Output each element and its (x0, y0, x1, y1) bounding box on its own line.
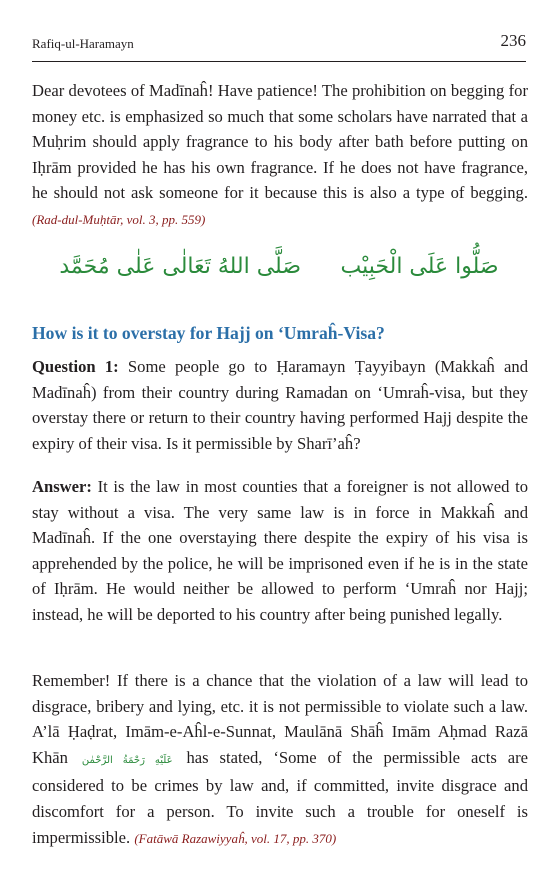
question-paragraph (32, 354, 528, 456)
paragraph-patience (32, 78, 528, 233)
honorific-glyph: عَلَيْهِ رَحْمَةُ الرَّحْمٰن (81, 754, 173, 766)
answer-paragraph (32, 474, 528, 628)
durood-part-1: صَلُّوا عَلَى الْحَبِيْب (340, 254, 499, 279)
question-label: Question 1: (32, 357, 119, 376)
reference-citation-2: (Fatāwā Razawiyyaĥ, vol. 17, pp. 370) (134, 830, 337, 846)
remember-paragraph (32, 668, 528, 851)
answer-text: It is the law in most counties that a foreigner is not allowed to stay without a visa. The very same law is in force in Makkaĥ and Madīnaĥ. If the one overstaying there despite the expiry of his visa is apprehended by the police, he will be imprisoned even if he is in the state of Iḥrām. He would neither be allowed to perform ‘Umraĥ nor Hajj; instead, he will be deported to his country after being punished legally. (32, 477, 528, 624)
section-heading: How is it to overstay for Hajj on ‘Umraĥ-Visa? (32, 323, 385, 343)
paragraph-text: Dear devotees of Madīnaĥ! Have patience! The prohibition on begging for money etc. is emphasized so much that some scholars have narrated that a Muḥrim should apply fragrance to his body after bath before putting on Iḥrām provided he has his own fragrance. If he does not have fragrance, he should not ask someone for it because this is also a type of begging. (32, 81, 528, 203)
page-header (32, 30, 526, 56)
remember-text-after: has stated, ‘Some of the permissible acts are considered to be crimes by law and, if committed, invite disgrace and discomfort for a person. To invite such a trouble for oneself is impermissible. (32, 747, 528, 847)
answer-label: Answer: (32, 477, 92, 496)
book-title: Rafiq-ul-Haramayn (32, 36, 134, 51)
durood-part-2: صَلَّى اللهُ تَعَالٰى عَلٰى مُحَمَّد (59, 254, 302, 279)
durood-line (0, 254, 558, 279)
question-text: Some people go to Ḥaramayn Ṭayyibayn (Makkaĥ and Madīnaĥ) from their country during Ramadan on ‘Umraĥ-visa, but they overstay there or return to their country having performed Hajj despite the expiry of their visa. Is it permissible by Sharī’aĥ? (32, 357, 528, 453)
remember-text-before: Remember! If there is a chance that the violation of a law will lead to disgrace, bribery and lying, etc. it is not permissible to violate such a law. A’lā Ḥaḍrat, Imām-e-Aĥl-e-Sunnat, Maulānā Shāĥ Imām Aḥmad Razā Khān (32, 671, 528, 767)
header-divider (32, 61, 526, 62)
reference-citation: (Rad-dul-Muḥtār, vol. 3, pp. 559) (32, 211, 206, 227)
page-number: 236 (500, 31, 526, 50)
